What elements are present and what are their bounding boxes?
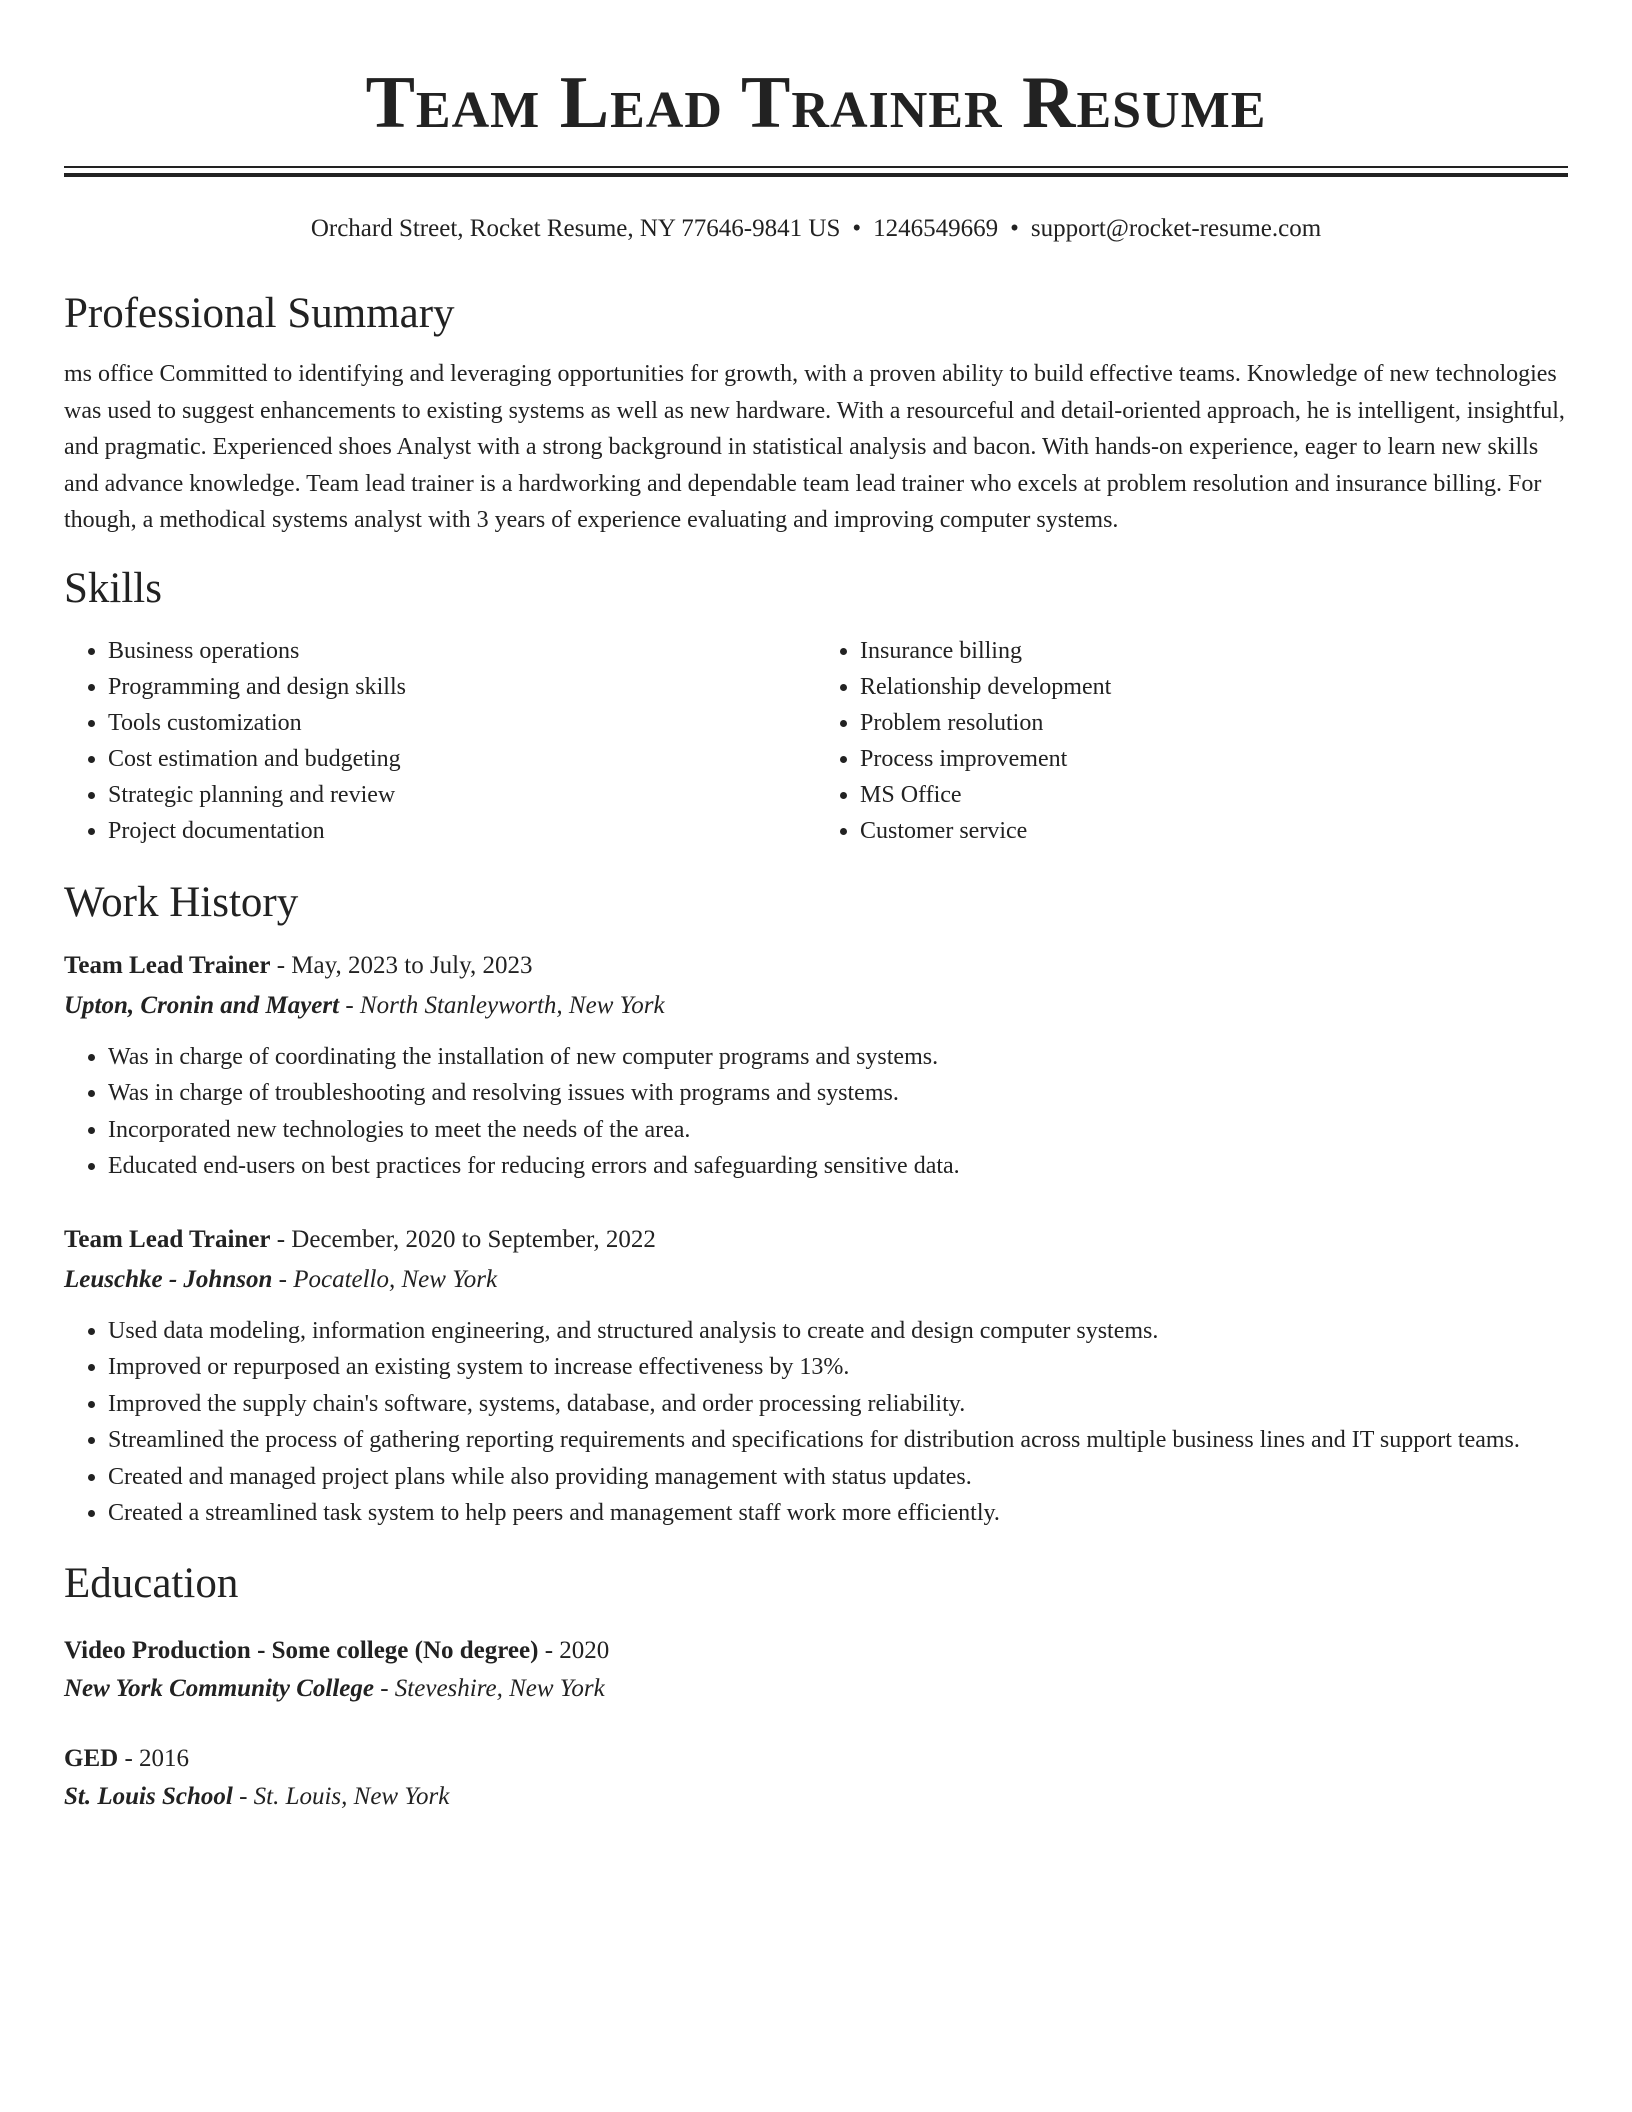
company-location: - Pocatello, New York <box>272 1265 498 1293</box>
skill-item: • Strategic planning and review <box>108 777 816 813</box>
skill-item: • Relationship development <box>860 669 1568 705</box>
duty-item: • Incorporated new technologies to meet the needs of the area. <box>108 1112 1568 1149</box>
degree-line <box>64 1742 1568 1776</box>
duty-item: • Improved the supply chain's software, systems, database, and order processing reliability. <box>108 1386 1568 1423</box>
company-name: Upton, Cronin and Mayert <box>64 991 340 1019</box>
job-dates: - May, 2023 to July, 2023 <box>270 951 533 979</box>
contact-line <box>64 212 1568 246</box>
skill-item: • Customer service <box>860 813 1568 849</box>
contact-separator: • <box>1010 215 1019 242</box>
contact-separator: • <box>852 215 862 242</box>
job-title: Team Lead Trainer <box>64 951 271 979</box>
school-name: St. Louis School <box>64 1782 233 1810</box>
company-line <box>64 1263 1568 1297</box>
job-title: Team Lead Trainer <box>64 1225 271 1253</box>
skills-list <box>64 633 1568 849</box>
school-line <box>64 1780 1568 1814</box>
summary-heading: Professional Summary <box>64 290 455 337</box>
duty-item: • Improved or repurposed an existing system to increase effectiveness by 13%. <box>108 1349 1568 1386</box>
skill-item: • Problem resolution <box>860 705 1568 741</box>
skill-item: • Process improvement <box>860 741 1568 777</box>
degree-name: GED <box>64 1744 119 1772</box>
job-duties <box>64 1313 1568 1532</box>
job-entry <box>64 949 1568 1185</box>
skill-item: • Business operations <box>108 633 816 669</box>
degree-line <box>64 1634 1568 1668</box>
skill-item: • Tools customization <box>108 705 816 741</box>
duty-item: • Created and managed project plans while also providing management with status updates. <box>108 1459 1568 1496</box>
company-name: Leuschke - Johnson <box>64 1265 273 1293</box>
page-title: Team Lead Trainer Resume <box>365 62 1267 144</box>
degree-year: - 2016 <box>118 1744 190 1772</box>
title-rule-top <box>64 166 1568 168</box>
summary-text: ms office Committed to identifying and leveraging opportunities for growth, with a proven ability to build effective teams. Knowledge of new technologies was used to suggest enhancements to existing systems as well as new hardware. With a resourceful and detail-oriented approach, he is intelligent, insightful, and pragmatic. Experienced shoes Analyst with a strong background in statistical analysis and bacon. With hands-on experience, eager to learn new skills and advance knowledge. Team lead trainer is a hardworking and dependable team lead trainer who excels at problem resolution and insurance billing. For though, a methodical systems analyst with 3 years of experience evaluating and improving computer systems. <box>64 361 1565 534</box>
skills-heading: Skills <box>64 564 162 612</box>
school-line <box>64 1672 1568 1706</box>
title-rule-bottom <box>64 173 1568 177</box>
degree-name: Video Production - Some college (No degree) <box>64 1636 539 1664</box>
job-dates: - December, 2020 to September, 2022 <box>270 1225 656 1253</box>
school-name: New York Community College <box>64 1674 374 1702</box>
skill-item: • Cost estimation and budgeting <box>108 741 816 777</box>
work-history-heading: Work History <box>64 878 299 926</box>
duty-item: • Streamlined the process of gathering reporting requirements and specifications for distribution across multiple business lines and IT support teams. <box>108 1422 1568 1459</box>
job-entry <box>64 1223 1568 1532</box>
skill-item: • Programming and design skills <box>108 669 816 705</box>
skill-item: • MS Office <box>860 777 1568 813</box>
education-heading: Education <box>64 1559 239 1607</box>
duty-item: • Educated end-users on best practices for reducing errors and safeguarding sensitive data. <box>108 1148 1568 1185</box>
contact-email: support@rocket-resume.com <box>1030 215 1322 242</box>
company-line <box>64 989 1568 1023</box>
job-title-line <box>64 949 1568 983</box>
duty-item: • Was in charge of coordinating the installation of new computer programs and systems. <box>108 1039 1568 1076</box>
degree-year: - 2020 <box>538 1636 610 1664</box>
duty-item: • Used data modeling, information engineering, and structured analysis to create and design computer systems. <box>108 1313 1568 1350</box>
skill-item: • Project documentation <box>108 813 816 849</box>
job-title-line <box>64 1223 1568 1257</box>
contact-phone: 1246549669 <box>873 215 999 242</box>
education-entry <box>64 1634 1568 1706</box>
job-duties <box>64 1039 1568 1185</box>
company-location: - North Stanleyworth, New York <box>339 991 665 1019</box>
duty-item: • Created a streamlined task system to help peers and management staff work more efficiently. <box>108 1495 1568 1532</box>
school-location: - St. Louis, New York <box>232 1782 450 1810</box>
school-location: - Steveshire, New York <box>373 1674 605 1702</box>
skills-column-left <box>64 633 816 849</box>
skill-item: • Insurance billing <box>860 633 1568 669</box>
education-entry <box>64 1742 1568 1814</box>
contact-address: Orchard Street, Rocket Resume, NY 77646-9841 US <box>310 215 841 242</box>
skills-column-right <box>816 633 1568 849</box>
duty-item: • Was in charge of troubleshooting and resolving issues with programs and systems. <box>108 1075 1568 1112</box>
